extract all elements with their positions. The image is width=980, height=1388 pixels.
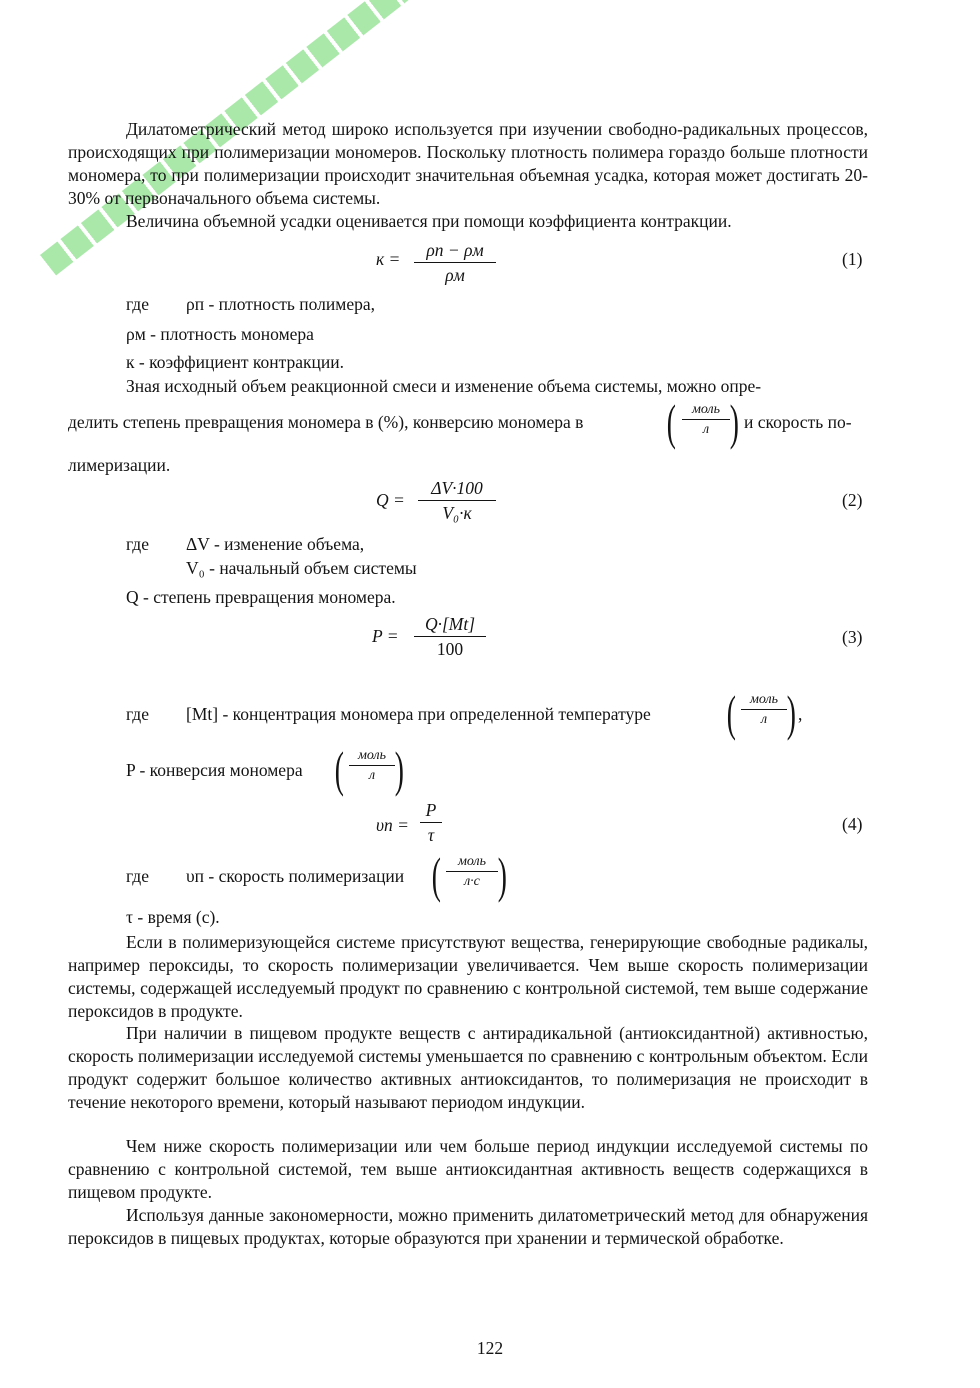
paragraph-radicals: Если в полимеризующейся системе присутствуют вещества, генерирующие свободные радикалы, например пероксиды, то скорость полимеризации увеличивается. Чем выше скорость полимеризации системы, содержащей исследуемый продукт по сравнению с контрольной системой, тем выше содержание пероксидов в продукте. (68, 932, 868, 1021)
eq3-fraction: Q·[Mt] 100 (414, 614, 486, 660)
paragraph-initial-volume-line2: делить степень превращения мономера в (%), конверсию мономера в (68, 412, 584, 432)
where-label-2: где (126, 534, 149, 554)
unit-mol-per-l-2: моль л (741, 692, 787, 728)
eq1-number: (1) (842, 249, 863, 269)
def-mt: [Mt] - концентрация мономера при определенной температуре (186, 704, 651, 724)
eq1-numerator: ρп − ρм (426, 240, 484, 260)
def-kappa: к - коэффициент контракции. (126, 352, 344, 372)
document-page: Дилатометрический метод широко используется при изучении свободно-радикальных процессов, происходящих при полимеризации мономеров. Поскольку плотность полимера гораздо больше плотности мономера, то при полимеризации происходит значительная объемная усадка, которая может достигать 20-30% от первоначального объема системы. Величина объемной усадки оценивается при помощи коэффициента контракции. к = ρп − ρм ρм (1) где ρп - плотность полимера, ρм - плотность мономера к - коэффициент контракции. Зная исходный объем реакционной смеси и изменение объема системы, можно опре- делить степень превращения мономера в (%), конверсию мономера в ( моль л ) и скорость по- лимеризации. Q = ΔV·100 V₀·к (2) где ΔV - изменение объема, V₀ - начальный объем системы Q - степень превращения мономера. P = Q·[Mt] 100 (3) где [Mt] - концентрация мономера при определенной температуре ( моль л ) , P - конверсия мономера ( моль л ) υп = P τ (4) где υп - скорость полимеризации ( моль л·с ) τ - время (с). Если в полимеризующейся системе присутствуют вещества, генерирующие свободные радикалы, например пероксиды, то скорость полимеризации увеличивается. Чем выше скорость полимеризации системы, содержащей исследуемый продукт по сравнению с контрольной системой, тем выше содержание пероксидов в продукте. При наличии в пищевом продукте веществ с антирадикальной (антиоксидантной) активностью, скорость полимеризации исследуемой системы уменьшается по сравнению с контрольным объектом. Если продукт содержит большое количество активных антиоксидантов, то полимеризация не происходит в течение некоторого времени, который называют периодом индукции. Чем ниже скорость полимеризации или чем больше период индукции исследуемой системы по сравнению с контрольной системой, тем выше антиоксидантная активность веществ содержащихся в пищевом продукте. Используя данные закономерности, можно применить дилатометрический метод для обнаружения пероксидов в пищевых продуктах, которые образуются при хранении и термической обработке. 122 (0, 0, 980, 1388)
where-label-3: где (126, 704, 149, 724)
def-rho-p: ρп - плотность полимера, (186, 294, 375, 314)
paragraph-initial-volume-line1: Зная исходный объем реакционной смеси и изменение объема системы, можно опре- (126, 376, 762, 396)
eq3-number: (3) (842, 627, 863, 647)
eq2-fraction: ΔV·100 V₀·к (418, 478, 496, 524)
eq3-lhs: P = (372, 626, 399, 646)
eq1-lhs: к = (376, 249, 401, 269)
def-rho-m: ρм - плотность мономера (126, 324, 314, 344)
def-velocity: υп - скорость полимеризации (186, 866, 405, 886)
unit-mol-per-l-1: моль л (682, 402, 730, 438)
paragraph-antioxidant: При наличии в пищевом продукте веществ с антирадикальной (антиоксидантной) активностью, скорость полимеризации исследуемой системы уменьшается по сравнению с контрольным объектом. Если продукт содержит большое количество активных антиоксидантов, то полимеризация не происходит в течение некоторого времени, который называют периодом индукции. (68, 1023, 868, 1112)
paragraph-initial-volume-line2b: и скорость по- (744, 412, 852, 432)
where-label-1: где (126, 294, 149, 314)
paragraph-initial-volume-line3: лимеризации. (68, 455, 171, 475)
paragraph-intro: Дилатометрический метод широко используется при изучении свободно-радикальных процессов, происходящих при полимеризации мономеров. Поскольку плотность полимера гораздо больше плотности мономера, то при полимеризации происходит значительная объемная усадка, которая может достигать 20-30% от первоначального объема системы. (68, 119, 868, 208)
def-v0: V₀ - начальный объем системы (186, 558, 417, 578)
eq4-number: (4) (842, 814, 863, 834)
def-q: Q - степень превращения мономера. (126, 587, 396, 607)
def-p: P - конверсия мономера (126, 760, 303, 780)
eq1-fraction (414, 240, 496, 286)
unit-mol-per-l-s: моль л·с (446, 854, 498, 890)
eq4-lhs: υп = (376, 815, 409, 835)
paragraph-induction: Чем ниже скорость полимеризации или чем больше период индукции исследуемой системы по сравнению с контрольной системой, тем выше антиоксидантная активность веществ содержащихся в пищевом продукте. (68, 1136, 868, 1202)
def-delta-v: ΔV - изменение объема, (186, 534, 365, 554)
page-number: 122 (476, 1338, 504, 1358)
def-tau: τ - время (с). (126, 907, 220, 927)
eq1-denominator: ρм (445, 265, 465, 285)
eq4-fraction: P τ (420, 800, 442, 846)
where-label-4: где (126, 866, 149, 886)
unit-mol-per-l-3: моль л (349, 748, 395, 784)
paragraph-application: Используя данные закономерности, можно применить дилатометрический метод для обнаружения пероксидов в пищевых продуктах, которые образуются при хранении и термической обработке. (68, 1205, 868, 1248)
paragraph-contraction: Величина объемной усадки оценивается при помощи коэффициента контракции. (126, 211, 732, 231)
eq2-lhs: Q = (376, 490, 405, 510)
eq2-number: (2) (842, 490, 863, 510)
